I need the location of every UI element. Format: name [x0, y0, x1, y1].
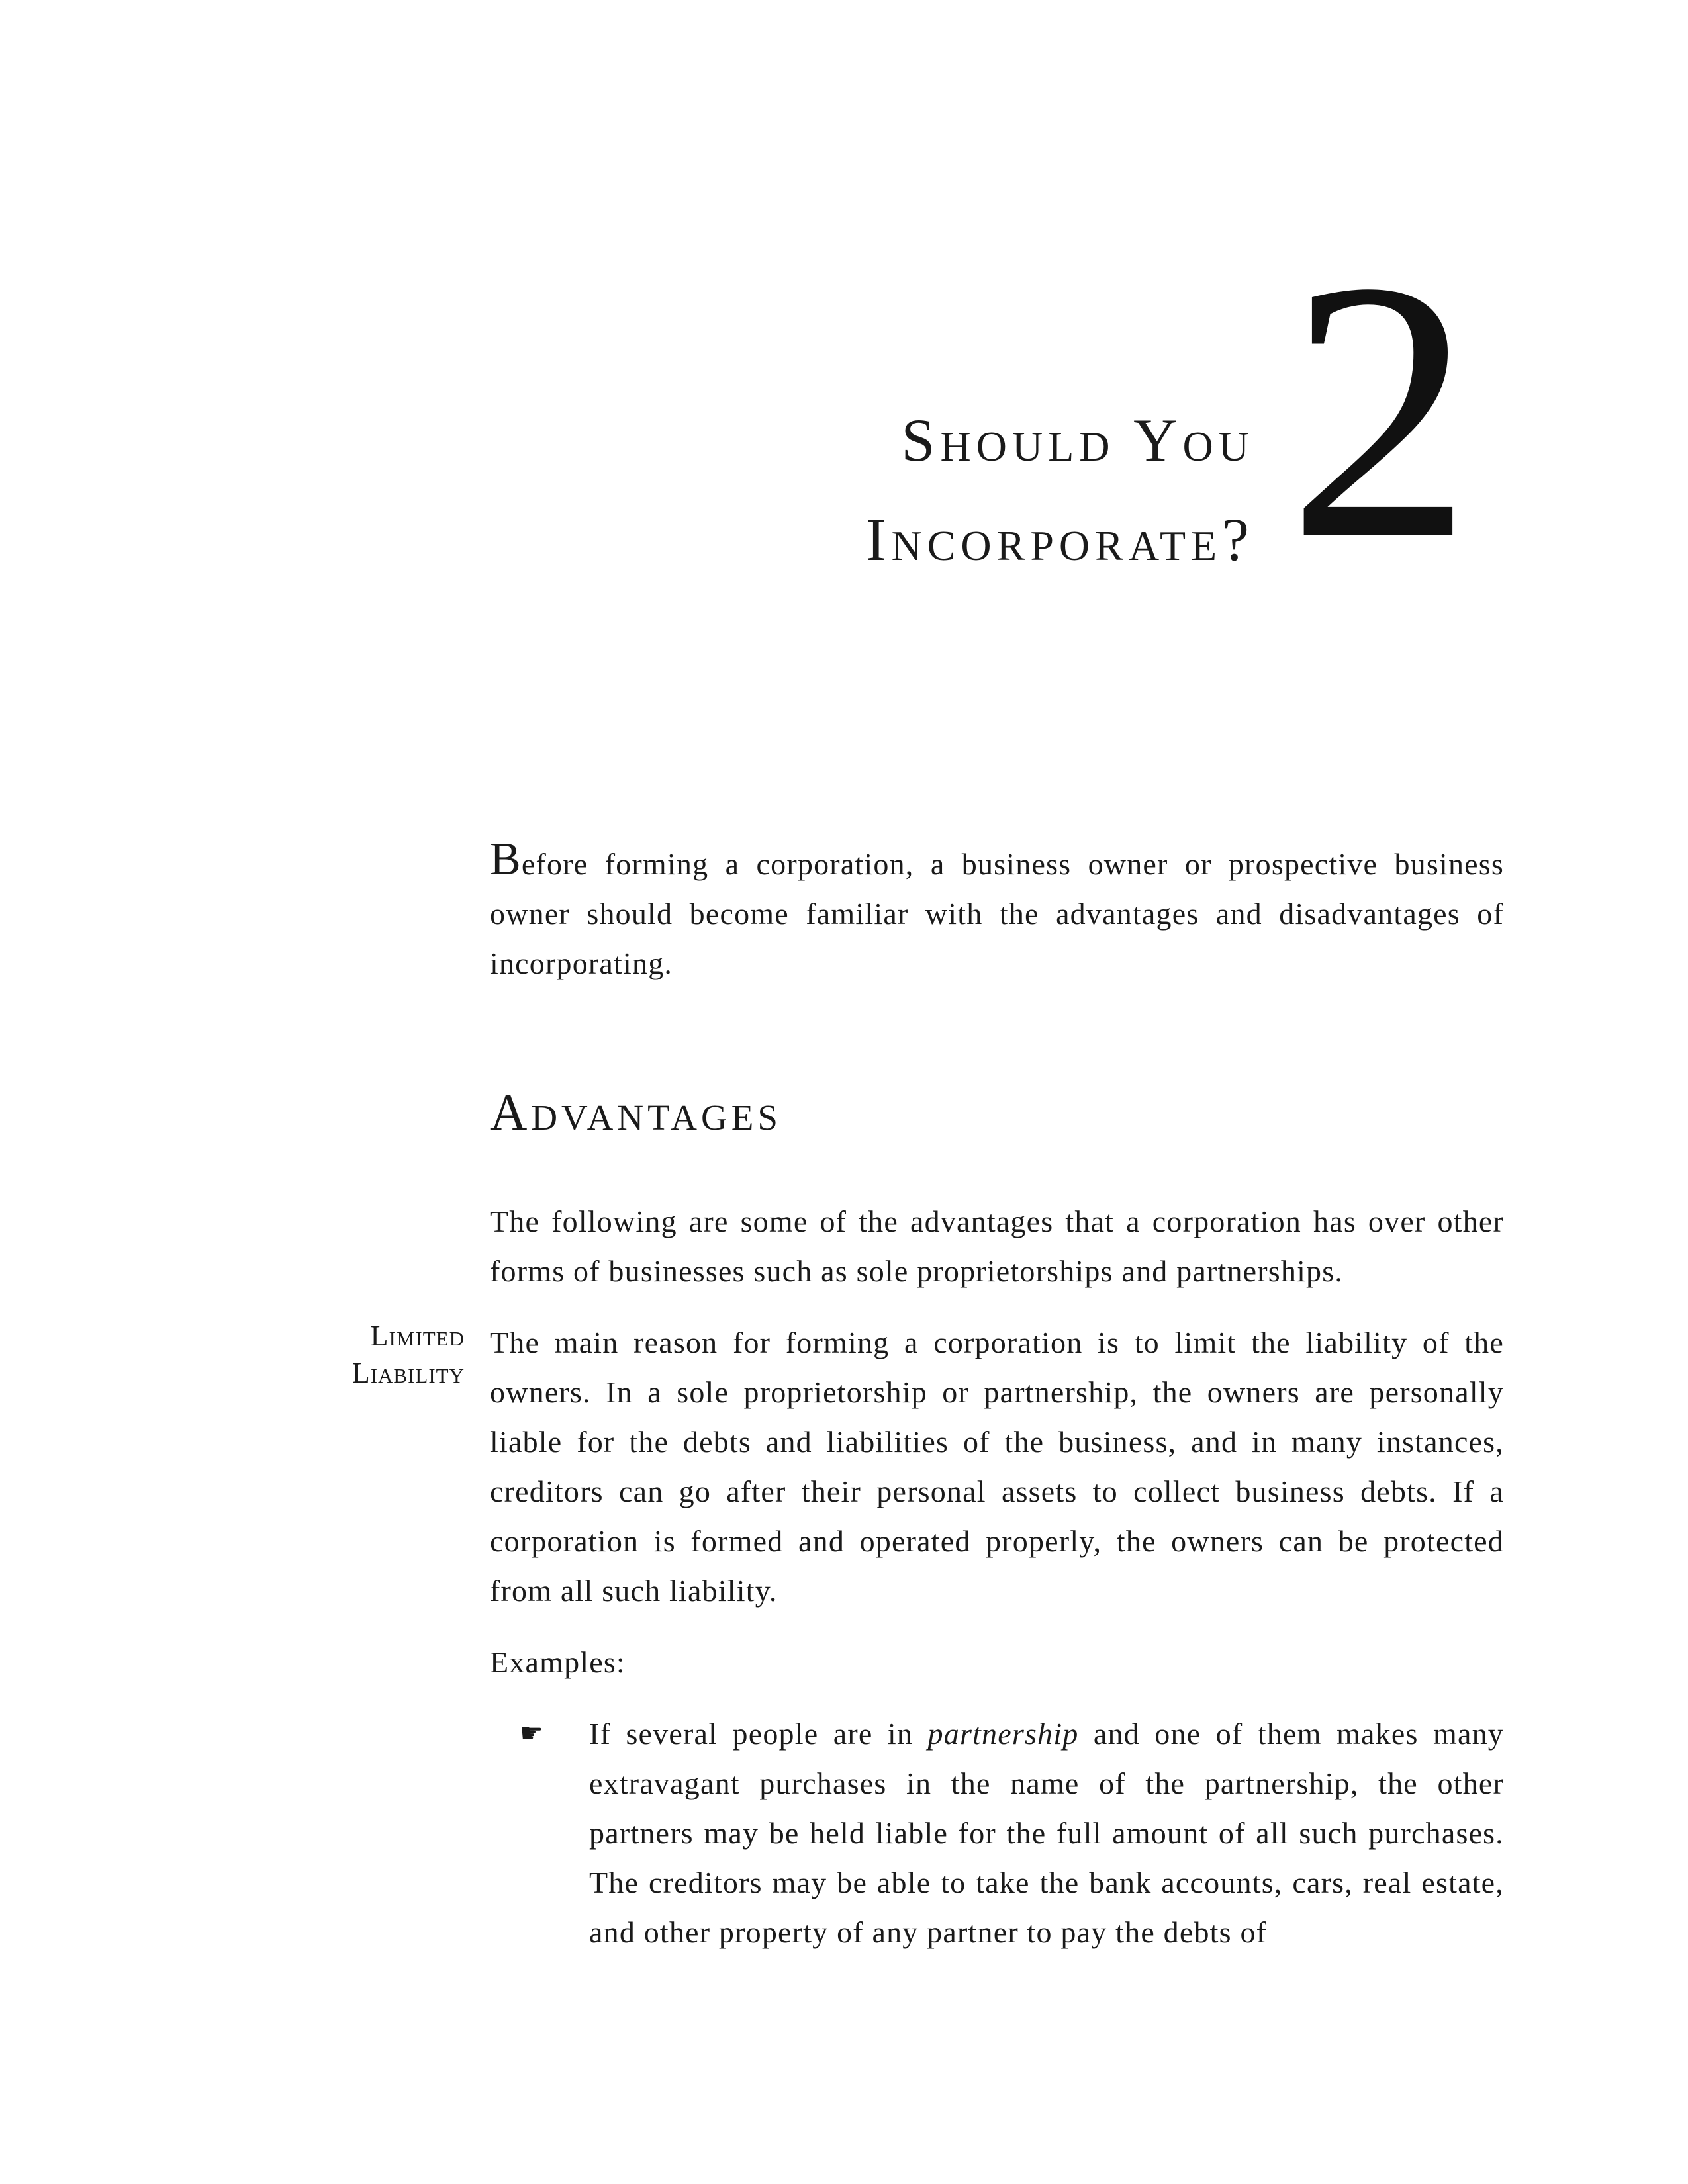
pointing-hand-icon: ☛ — [520, 1718, 545, 1749]
side-heading-line-1: Limited — [370, 1320, 465, 1352]
chapter-number: 2 — [1288, 205, 1473, 615]
examples-label: Examples: — [490, 1645, 626, 1679]
limited-liability-section — [352, 1318, 1504, 1615]
examples-list — [490, 1709, 1504, 1957]
intro-paragraph — [490, 834, 1504, 988]
advantages-heading: Advantages — [490, 1083, 782, 1141]
advantages-lead-paragraph: The following are some of the advantages that a corporation has over other forms of businesses such as sole proprietorships and partnerships. — [490, 1205, 1504, 1288]
limited-liability-paragraph: The main reason for forming a corporation is to limit the liability of the owners. In a sole proprietorship or partnership, the owners are personally liable for the debts and liabilities of the business, and in many instances, creditors can go after their personal assets to collect business debts. If a corporation is formed and operated properly, the owners can be protected from all such liability. — [490, 1326, 1504, 1608]
chapter-body — [352, 834, 1505, 1957]
side-heading-line-2: Liability — [352, 1357, 465, 1389]
chapter-title-line-2: Incorporate? — [865, 506, 1254, 573]
limited-liability-side-heading — [352, 1318, 465, 1392]
example-text-after: and one of them makes many extravagant purchases in the name of the partnership, the other partners may be held liable for the full amount of all such purchases. The creditors may be able to take the bank accounts, cars, real estate, and other property of any partner to pay the debts of — [589, 1717, 1505, 1949]
list-item — [490, 1709, 1504, 1957]
drop-cap: B — [490, 834, 522, 885]
chapter-title — [866, 390, 1254, 589]
example-text-before: If several people are in — [589, 1717, 928, 1751]
example-text-italic: partnership — [927, 1717, 1079, 1751]
intro-text: efore forming a corporation, a business owner or prospective business owner should become familiar with the advantages and disadvantages of incorporating. — [490, 847, 1504, 980]
chapter-title-line-1: Should You — [901, 406, 1254, 474]
